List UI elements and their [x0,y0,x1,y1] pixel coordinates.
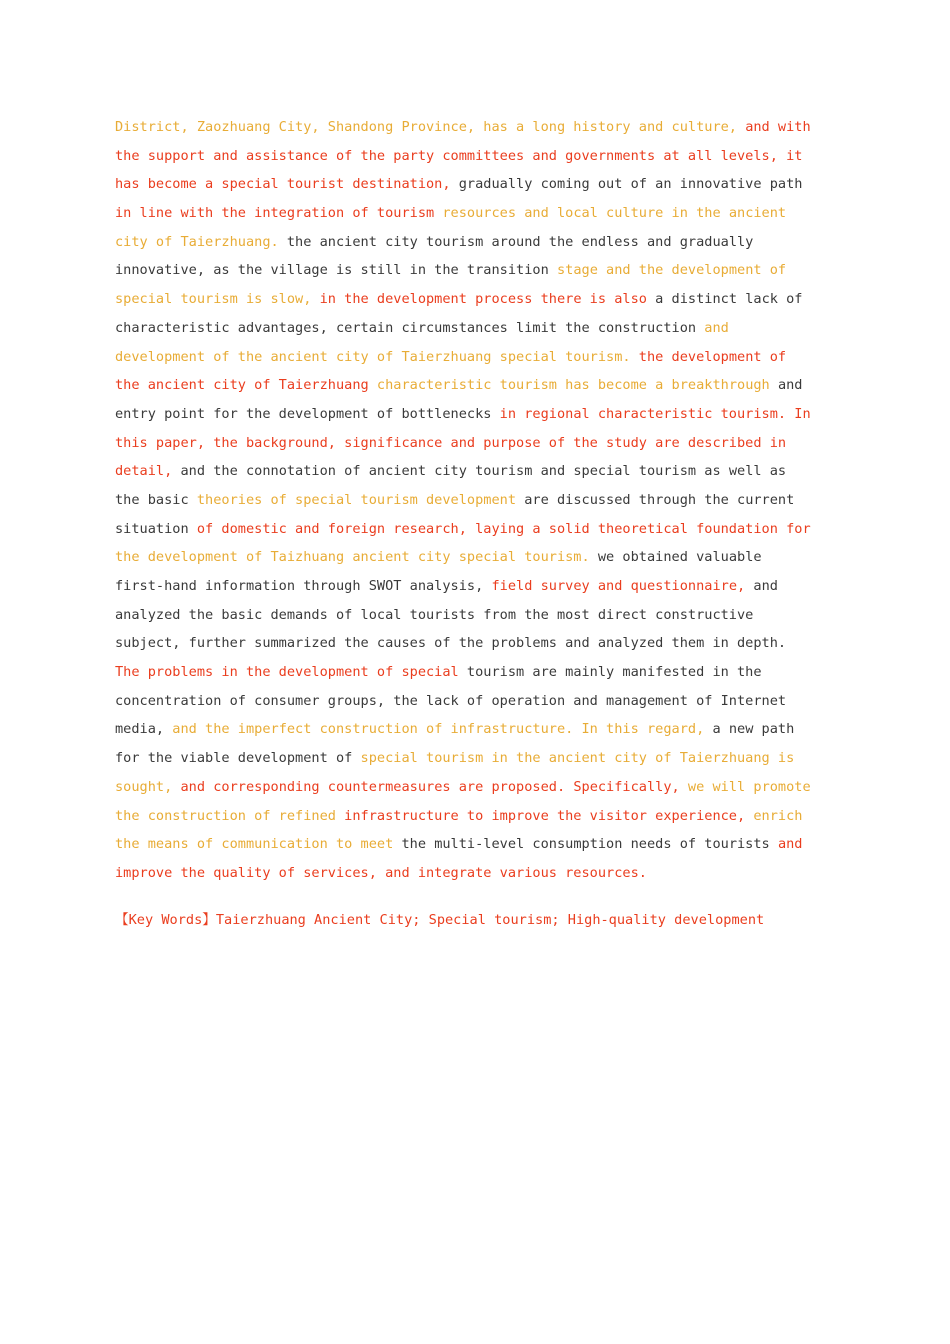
text-segment: we obtained valuable [597,549,762,566]
text-segment: has become a special tourist destination, [115,176,459,193]
text-segment: and corresponding countermeasures are proposed. Specifically, [180,778,688,795]
text-line [115,142,855,171]
text-segment: the construction of refined [115,807,345,824]
text-line [115,457,855,486]
text-segment: infrastructure to improve the visitor experience, [344,807,754,824]
text-segment: subject, further summarized the causes of the problems and analyzed them in depth. [115,635,787,652]
text-segment: entry point for the development of bottlenecks [115,405,500,422]
text-segment: for the viable development of [115,750,361,767]
text-segment: and [777,836,803,853]
text-segment: the means of communication to meet [115,836,402,853]
text-segment: this paper, the background, significance and purpose of the study are described in [115,434,787,451]
text-line [115,486,855,515]
text-line [115,687,855,716]
text-segment: a new path [712,721,795,738]
text-segment: we will promote [687,778,811,795]
text-line [115,601,855,630]
text-line [115,371,855,400]
text-segment: detail, [115,463,181,480]
text-segment: in the development process there is also [319,291,656,308]
text-segment: innovative, as the village is still in the transition [115,262,557,279]
text-line [115,228,855,257]
text-segment: improve the quality of services, and integrate various resources. [115,864,647,881]
text-segment: and [753,578,778,594]
text-line [115,170,855,199]
text-segment: and [777,377,803,394]
text-segment: analyzed the basic demands of local tourists from the most direct constructive [115,606,754,623]
text-line [115,773,855,802]
text-segment: tourism are mainly manifested in the [466,664,762,681]
text-segment: stage and the development of [556,262,787,279]
text-line [115,199,855,228]
text-segment: theories of special tourism development [196,491,525,508]
text-segment: special tourism is slow, [115,291,320,308]
text-segment: and [704,319,729,336]
text-line [115,515,855,544]
text-segment: and with [745,119,811,135]
text-line [115,113,855,142]
text-segment: the development of Taizhuang ancient city special tourism. [115,549,598,566]
text-segment: city of Taierzhuang. [115,233,287,250]
text-segment: field survey and questionnaire, [491,578,754,594]
text-segment: and the connotation of ancient city tourism and special tourism as well as [180,463,787,480]
text-segment: are discussed through the current [524,491,795,508]
text-line [115,658,855,687]
keywords-line: 【Key Words】Taierzhuang Ancient City; Special tourism; High-quality development [115,912,765,928]
text-segment: District, Zaozhuang City, Shandong Province, has a long history and culture, [115,119,746,135]
text-line [115,744,855,773]
text-segment: of domestic and foreign research, laying a solid theoretical foundation for [196,520,811,537]
text-segment: The problems in the development of special [115,664,467,681]
text-segment: the support and assistance of the party committees and governments at all levels, it [115,147,803,164]
text-segment: situation [115,520,197,537]
text-segment: development of the ancient city of Taierzhuang special tourism. [115,348,639,365]
text-line [115,429,855,458]
text-segment: in line with the integration of tourism [115,205,443,222]
text-segment: gradually coming out of an innovative path [458,176,803,193]
abstract-paragraph [115,113,855,888]
text-segment: in regional characteristic tourism. In [499,405,811,422]
text-segment: sought, [115,778,181,795]
text-segment: special tourism in the ancient city of Taierzhuang is [360,750,795,767]
text-segment: the basic [115,491,197,508]
text-line [115,256,855,285]
text-segment: the multi-level consumption needs of tourists [401,836,778,853]
text-segment: characteristic tourism has become a breakthrough [376,377,778,394]
text-segment: concentration of consumer groups, the lack of operation and management of Internet [115,692,787,709]
text-segment: first-hand information through SWOT analysis, [115,578,492,594]
text-segment: the ancient city tourism around the endless and gradually [286,233,754,250]
text-line [115,715,855,744]
text-segment: characteristic advantages, certain circumstances limit the construction [115,319,705,336]
text-line [115,285,855,314]
text-line [115,400,855,429]
text-segment: a distinct lack of [655,291,803,308]
text-line [115,629,855,658]
text-segment: enrich [753,807,803,824]
text-segment: the ancient city of Taierzhuang [115,377,377,394]
text-line [115,859,855,888]
text-line [115,572,855,601]
text-line [115,802,855,831]
text-segment: the development of [638,348,787,365]
text-segment: resources and local culture in the ancient [442,205,787,222]
text-line [115,314,855,343]
text-line [115,543,855,572]
text-line [115,343,855,372]
text-line [115,830,855,859]
text-segment: and the imperfect construction of infrastructure. In this regard, [172,721,713,738]
text-segment: media, [115,721,173,738]
